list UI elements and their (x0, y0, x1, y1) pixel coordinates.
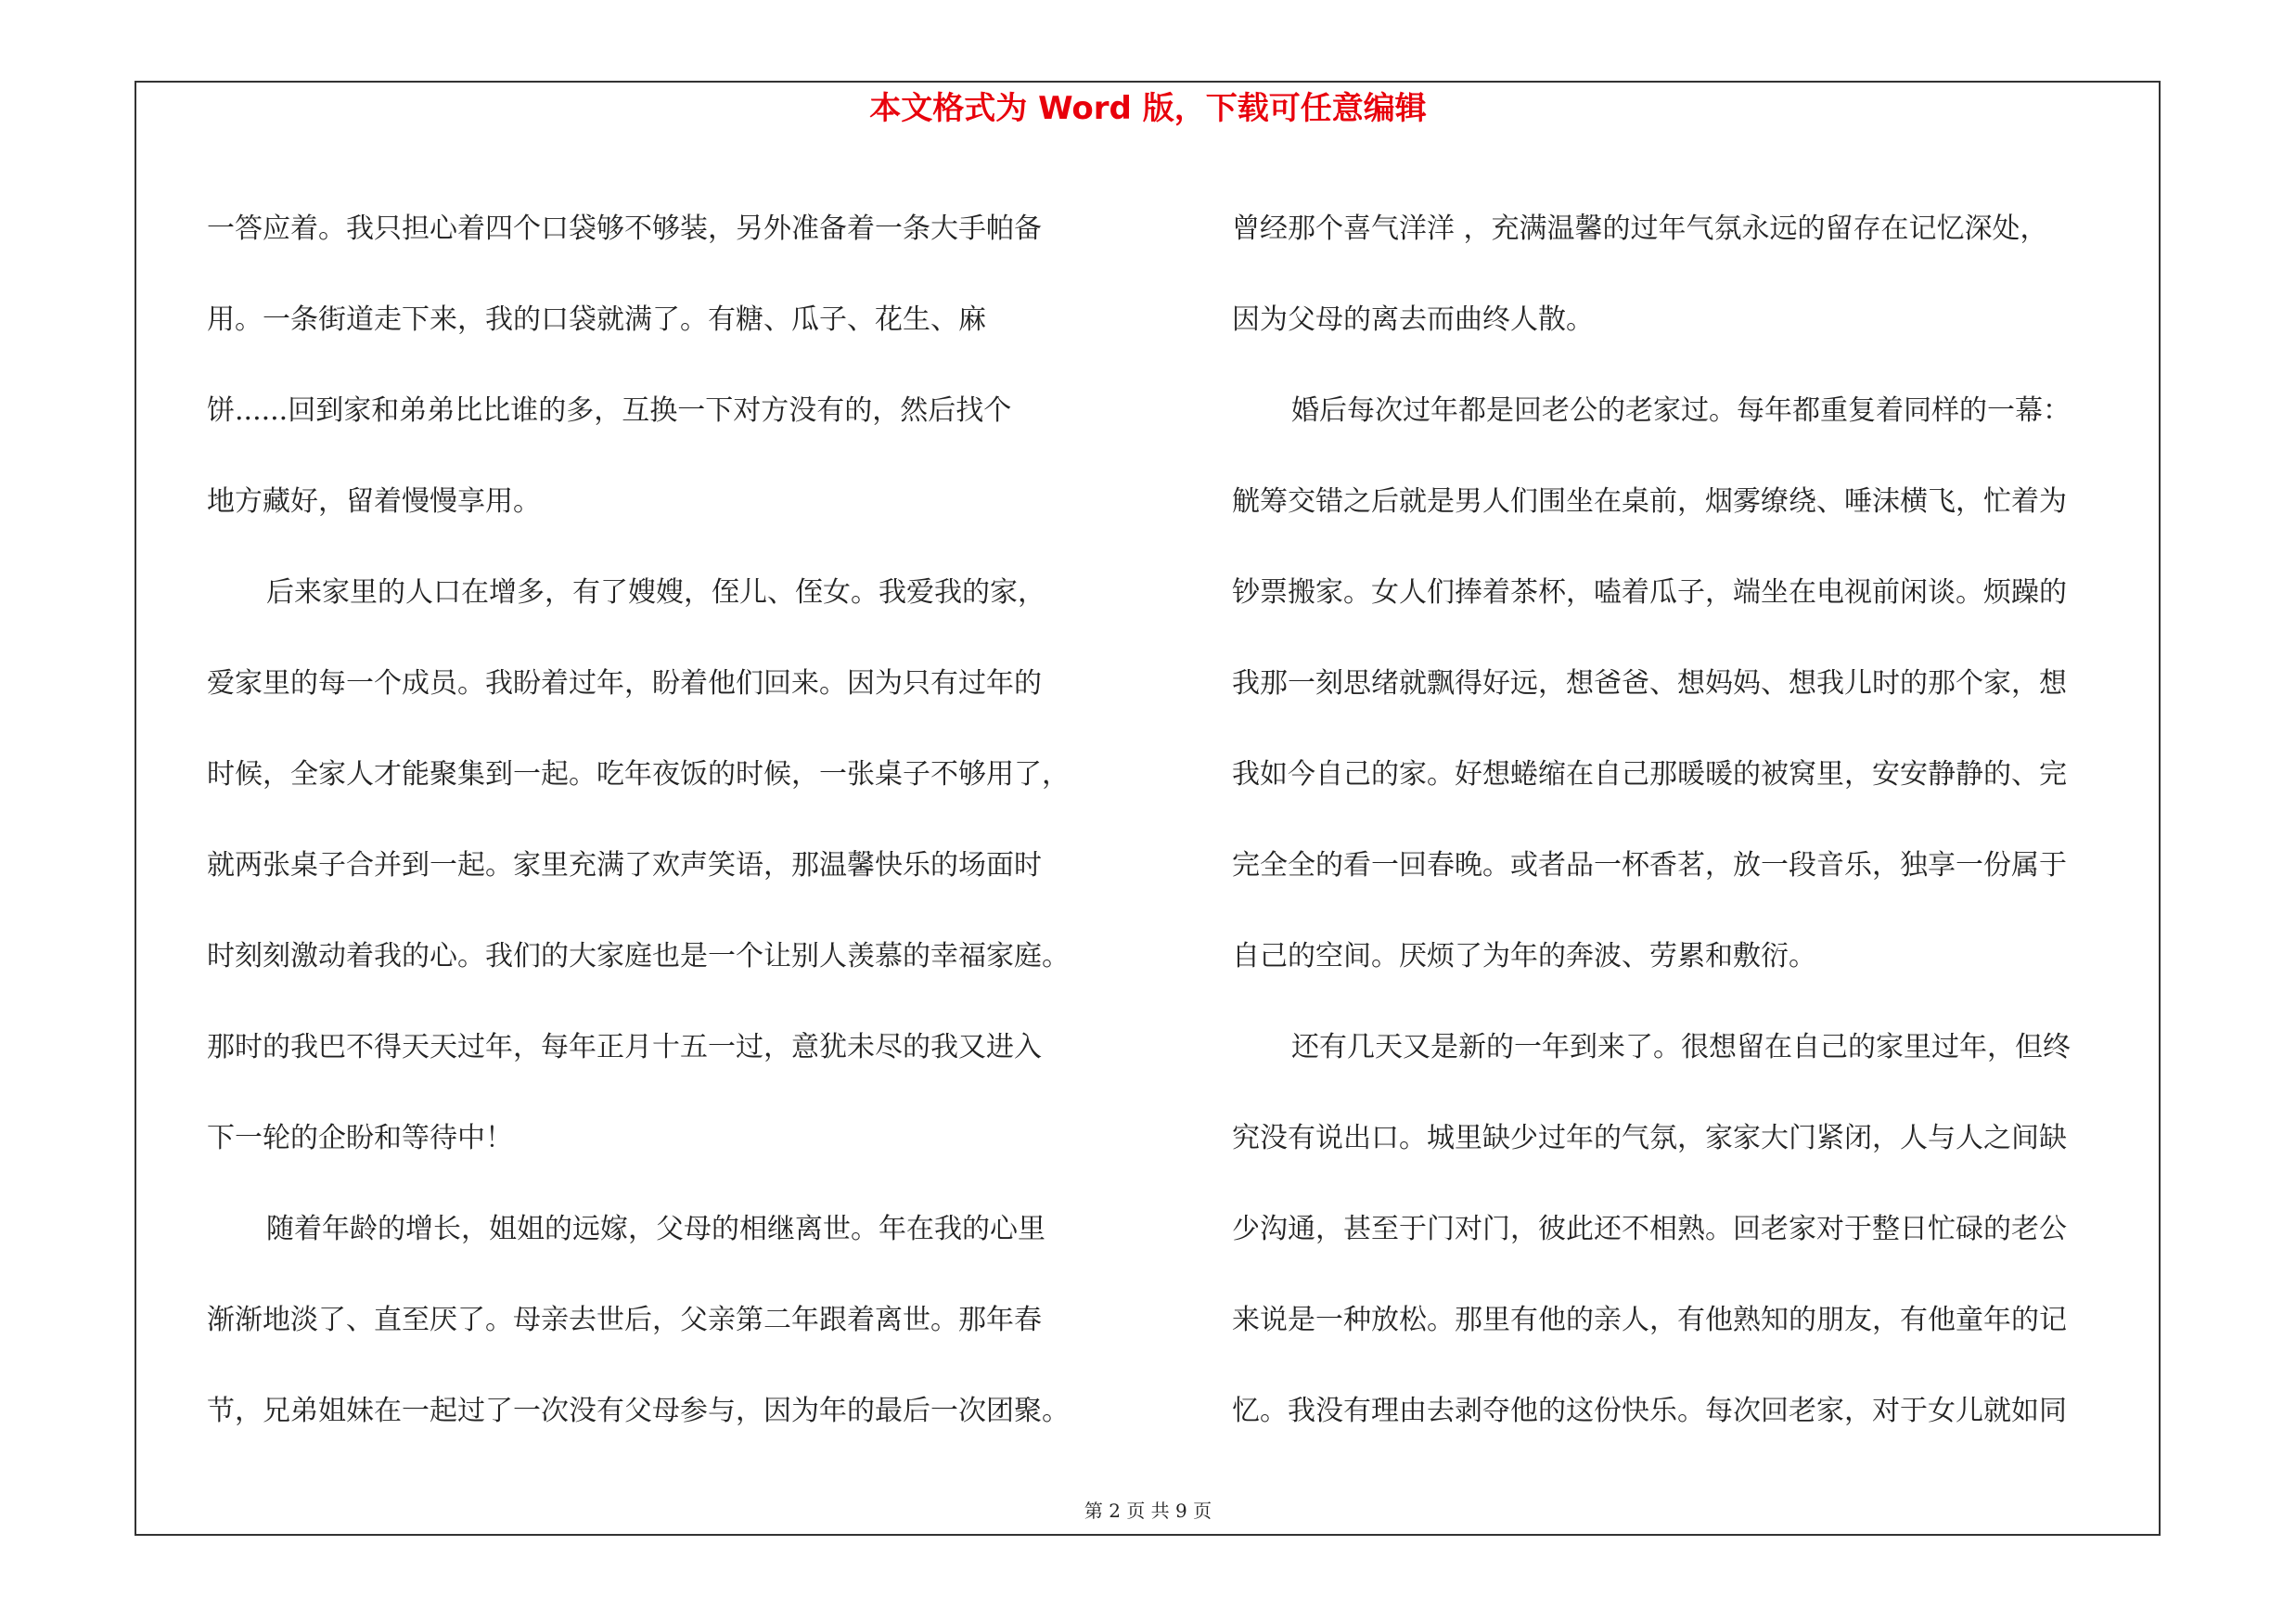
text-line: 爱家里的每一个成员。我盼着过年，盼着他们回来。因为只有过年的 (207, 667, 1042, 700)
text-line: 曾经那个喜气洋洋 ，充满温馨的过年气氛永远的留存在记忆深处， (1232, 213, 2048, 245)
text-line: 婚后每次过年都是回老公的老家过。每年都重复着同样的一幕： (1291, 394, 2071, 427)
text-line: 用。一条街道走下来，我的口袋就满了。有糖、瓜子、花生、麻 (207, 303, 986, 336)
text-line: 来说是一种放松。那里有他的亲人，有他熟知的朋友，有他童年的记 (1232, 1304, 2067, 1336)
text-line: 时刻刻激动着我的心。我们的大家庭也是一个让别人羡慕的幸福家庭。 (207, 940, 1070, 973)
text-line: 还有几天又是新的一年到来了。很想留在自己的家里过年，但终 (1291, 1031, 2071, 1063)
text-line: 饼......回到家和弟弟比比谁的多，互换一下对方没有的，然后找个 (207, 394, 1012, 427)
text-line: 觥筹交错之后就是男人们围坐在桌前，烟雾缭绕、唾沫横飞，忙着为 (1232, 485, 2067, 518)
text-line: 就两张桌子合并到一起。家里充满了欢声笑语，那温馨快乐的场面时 (207, 849, 1042, 882)
text-line: 究没有说出口。城里缺少过年的气氛，家家大门紧闭，人与人之间缺 (1232, 1122, 2067, 1154)
right-column (1232, 184, 2155, 1457)
left-column (207, 184, 1135, 1457)
text-line: 节，兄弟姐妹在一起过了一次没有父母参与，因为年的最后一次团聚。 (207, 1395, 1070, 1427)
text-line: 我如今自己的家。好想蜷缩在自己那暖暖的被窝里，安安静静的、完 (1232, 758, 2067, 791)
text-line: 那时的我巴不得天天过年，每年正月十五一过，意犹未尽的我又进入 (207, 1031, 1042, 1063)
page-number-footer: 第 2 页 共 9 页 (1084, 1500, 1212, 1522)
banner-title: 本文格式为 Word 版，下载可任意编辑 (869, 90, 1427, 127)
text-line: 随着年龄的增长，姐姐的远嫁，父母的相继离世。年在我的心里 (266, 1213, 1045, 1245)
text-line: 地方藏好，留着慢慢享用。 (207, 485, 541, 518)
text-line: 忆。我没有理由去剥夺他的这份快乐。每次回老家，对于女儿就如同 (1232, 1395, 2067, 1427)
text-line: 我那一刻思绪就飘得好远，想爸爸、想妈妈、想我儿时的那个家，想 (1232, 667, 2067, 700)
text-line: 自己的空间。厌烦了为年的奔波、劳累和敷衍。 (1232, 940, 1816, 973)
text-line: 钞票搬家。女人们捧着茶杯，嗑着瓜子，端坐在电视前闲谈。烦躁的 (1232, 576, 2067, 609)
text-line: 完全全的看一回春晚。或者品一杯香茗，放一段音乐，独享一份属于 (1232, 849, 2067, 882)
text-line: 下一轮的企盼和等待中！ (207, 1122, 513, 1154)
text-line: 渐渐地淡了、直至厌了。母亲去世后，父亲第二年跟着离世。那年春 (207, 1304, 1042, 1336)
text-line: 一答应着。我只担心着四个口袋够不够装，另外准备着一条大手帕备 (207, 213, 1042, 245)
text-line: 因为父母的离去而曲终人散。 (1232, 303, 1594, 336)
text-line: 后来家里的人口在增多，有了嫂嫂，侄儿、侄女。我爱我的家， (266, 576, 1045, 609)
text-line: 少沟通，甚至于门对门，彼此还不相熟。回老家对于整日忙碌的老公 (1232, 1213, 2067, 1245)
text-line: 时候，全家人才能聚集到一起。吃年夜饭的时候，一张桌子不够用了， (207, 758, 1070, 791)
